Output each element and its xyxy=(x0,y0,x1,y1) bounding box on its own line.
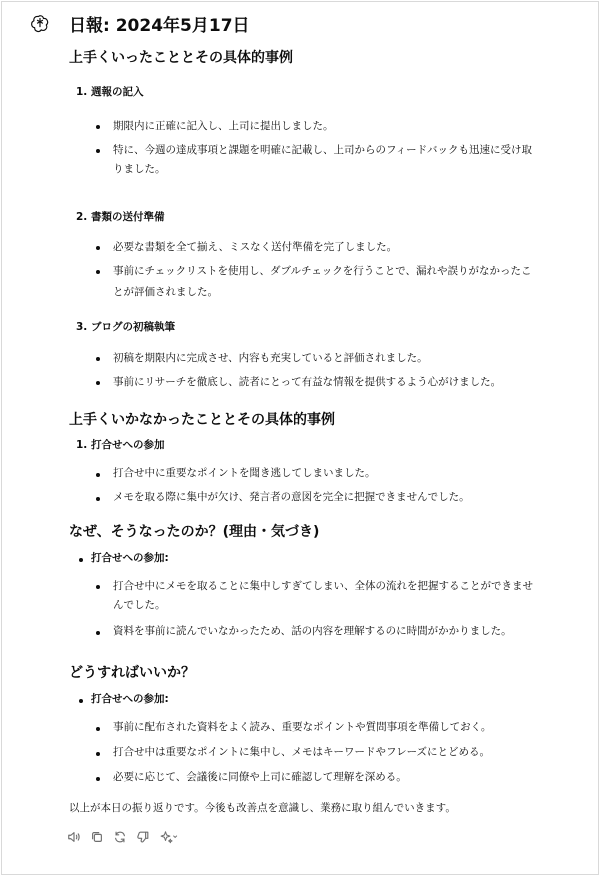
list-item: メモを取る際に集中が欠け、発言者の意図を完全に把握できませんでした。 xyxy=(113,491,470,503)
list-item: 打合せ中は重要なポイントに集中し、メモはキーワードやフレーズにとどめる。 xyxy=(113,746,491,758)
bullet xyxy=(96,125,100,129)
item-meeting: 1. 打合せへの参加 xyxy=(76,439,165,451)
regenerate-icon[interactable] xyxy=(112,829,128,845)
bullet xyxy=(96,246,100,250)
list-item-cont: んでした。 xyxy=(113,599,166,611)
bullet xyxy=(96,149,100,153)
item-meeting: 打合せへの参加: xyxy=(91,552,169,564)
bullet xyxy=(96,727,100,731)
list-item: 初稿を期限内に完成させ、内容も充実していると評価されました。 xyxy=(113,352,428,364)
list-item: 事前にチェックリストを使用し、ダブルチェックを行うことで、漏れや誤りがなかったこ xyxy=(113,265,532,277)
list-item: 必要に応じて、会議後に同僚や上司に確認して理解を深める。 xyxy=(113,771,407,783)
closing-text: 以上が本日の振り返りです。今後も改善点を意識し、業務に取り組んでいきます。 xyxy=(69,802,456,814)
bullet xyxy=(96,497,100,501)
list-item: 資料を事前に読んでいなかったため、話の内容を理解するのに時間がかかりました。 xyxy=(113,625,512,637)
item-document-prep: 2. 書類の送付準備 xyxy=(76,211,165,223)
list-item: 事前に配布された資料をよく読み、重要なポイントや質問事項を準備しておく。 xyxy=(113,721,492,733)
list-item-cont: りました。 xyxy=(113,163,166,175)
assistant-logo-icon xyxy=(30,13,50,33)
bullet xyxy=(96,270,100,274)
list-item: 必要な書類を全て揃え、ミスなく送付準備を完了しました。 xyxy=(113,241,398,253)
list-item: 打合せ中にメモを取ることに集中しすぎてしまい、全体の流れを把握することができませ xyxy=(113,580,533,592)
thumbs-down-icon[interactable] xyxy=(135,829,151,845)
bullet xyxy=(96,631,100,635)
bullet xyxy=(96,585,100,589)
list-item: 事前にリサーチを徹底し、読者にとって有益な情報を提供するよう心がけました。 xyxy=(113,376,502,388)
bullet xyxy=(96,473,100,477)
bullet xyxy=(96,752,100,756)
copy-icon[interactable] xyxy=(89,829,105,845)
bullet xyxy=(79,699,83,703)
item-meeting: 打合せへの参加: xyxy=(91,693,169,705)
list-item: 打合せ中に重要なポイントを聞き逃してしまいました。 xyxy=(113,467,376,479)
bullet xyxy=(96,381,100,385)
list-item: 期限内に正確に記入し、上司に提出しました。 xyxy=(113,120,334,132)
sparkle-icon[interactable] xyxy=(158,829,180,845)
section-heading-success: 上手くいったこととその具体的事例 xyxy=(69,50,293,66)
message-actions xyxy=(66,829,180,845)
bullet xyxy=(79,558,83,562)
section-heading-solution: どうすればいいか？ xyxy=(69,665,195,681)
item-weekly-report: 1. 週報の記入 xyxy=(76,86,144,98)
section-heading-failure: 上手くいかなかったこととその具体的事例 xyxy=(69,412,335,428)
list-item: 特に、今週の達成事項と課題を明確に記載し、上司からのフィードバックも迅速に受け取 xyxy=(113,144,532,156)
bullet xyxy=(96,777,100,781)
bullet xyxy=(96,357,100,361)
page-title: 日報: 2024年5月17日 xyxy=(69,16,250,36)
section-heading-reason: なぜ、そうなったのか？(理由・気づき) xyxy=(69,524,320,540)
speaker-icon[interactable] xyxy=(66,829,82,845)
list-item-cont: とが評価されました。 xyxy=(113,286,218,298)
item-blog-draft: 3. ブログの初稿執筆 xyxy=(76,321,175,333)
